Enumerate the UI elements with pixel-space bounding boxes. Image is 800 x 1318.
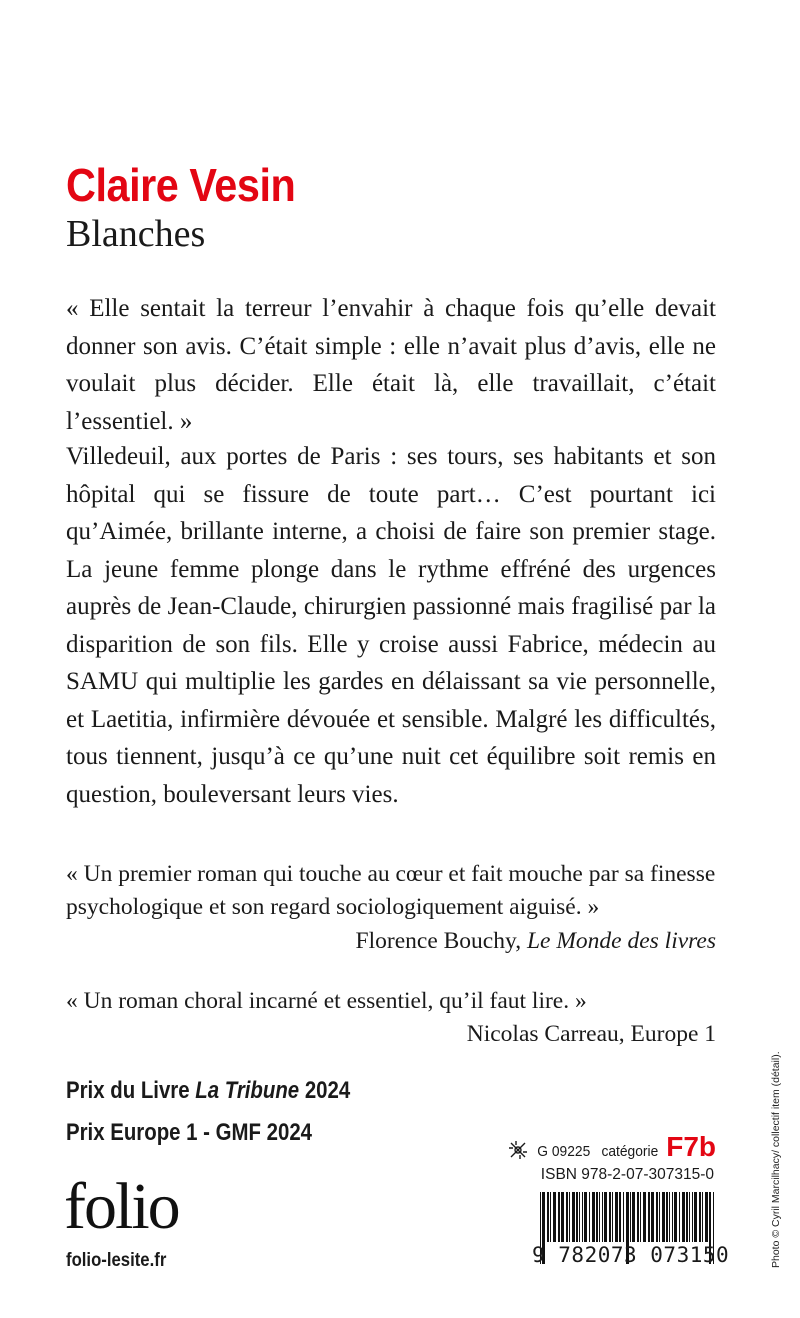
prize-1-prefix: Prix du Livre (66, 1077, 196, 1104)
barcode-bar (558, 1192, 560, 1242)
barcode-bar (615, 1192, 618, 1242)
catalog-code: G 09225 (537, 1143, 591, 1160)
book-summary: Villedeuil, aux portes de Paris : ses tours, ses habitants et son hôpital qui se fissure de toute part… C’est pourtant ici qu’Aimée, brillante interne, a choisi de faire son premier stage. La jeune femme plonge dans le rythme effréné des urgences auprès de Jean-Claude, chirurgien passionné mais fragilisé par la disparition de son fils. Elle y croise aussi Fabrice, médecin au SAMU qui multiplie les gardes en délaissant sa vie personnelle, et Laetitia, infirmière dévouée et sensible. Malgré les difficultés, tous tiennent, jusqu’à ce qu’une nuit cet équilibre soit remis en question, bouleversant leurs vies. (66, 443, 716, 808)
review-source-2-name: Nicolas Carreau, Europe 1 (466, 1021, 716, 1047)
barcode-bar (561, 1192, 564, 1242)
barcode-bar (609, 1192, 611, 1242)
catalog-row (507, 1131, 716, 1161)
barcode-bar (589, 1192, 590, 1242)
barcode-bar (679, 1192, 680, 1242)
barcode-bar (637, 1192, 639, 1242)
barcode-bar (599, 1192, 600, 1242)
book-title: Blanches (66, 213, 206, 255)
prize-1-suffix: 2024 (299, 1077, 351, 1104)
review-source-2 (66, 1018, 716, 1051)
category-code: F7b (666, 1131, 716, 1162)
review-quote-2: « Un roman choral incarné et essentiel, qu’il faut lire. » (66, 988, 587, 1014)
barcode-bar (669, 1192, 670, 1242)
barcode-bar (630, 1192, 631, 1242)
barcode-bar (651, 1192, 654, 1242)
prize-1-emph: La Tribune (195, 1077, 300, 1104)
gallimard-pa-icon (507, 1139, 529, 1161)
barcode-bar (576, 1192, 578, 1242)
review-source-1-name: Florence Bouchy, (355, 928, 527, 954)
barcode-digits: 9 782073 073150 (532, 1243, 730, 1267)
barcode-bar (689, 1192, 690, 1242)
barcode-bar (566, 1192, 568, 1242)
barcode-bar (612, 1192, 613, 1242)
isbn: ISBN 978-2-07-307315-0 (540, 1166, 714, 1183)
category-label: catégorie (600, 1143, 658, 1160)
review-quote-1: « Un premier roman qui touche au cœur et fait mouche par sa finesse psychologique et son regard sociologiquement aiguisé. » (66, 861, 716, 920)
prize-1 (66, 1077, 350, 1105)
author-name: Claire Vesin (66, 159, 296, 211)
barcode-bar (602, 1192, 603, 1242)
barcode-bar (682, 1192, 685, 1242)
barcode-bar (699, 1192, 701, 1242)
barcode-bar (640, 1192, 641, 1242)
publisher-website: folio-lesite.fr (66, 1250, 167, 1271)
barcode-bar (579, 1192, 580, 1242)
barcode-bar (632, 1192, 635, 1242)
photo-credit: Photo © Cyril Marcilhacy/ collectif item (détail). (770, 1051, 782, 1268)
barcode-bar (572, 1192, 575, 1242)
barcode-bar (692, 1192, 693, 1242)
prize-2-prefix: Prix Europe 1 - GMF 2024 (66, 1119, 313, 1146)
barcode-bar (672, 1192, 673, 1242)
review-source-1-publication: Le Monde des livres (526, 928, 716, 954)
barcode-bar (553, 1192, 556, 1242)
review-source-1 (66, 925, 716, 958)
barcode-bar (659, 1192, 660, 1242)
prize-2 (66, 1119, 312, 1147)
barcode-bar (604, 1192, 607, 1242)
barcode-bar (582, 1192, 583, 1242)
barcode-bar (592, 1192, 595, 1242)
barcode-bar (662, 1192, 665, 1242)
barcode-bar (596, 1192, 598, 1242)
barcode-bar (619, 1192, 621, 1242)
barcode-bar (643, 1192, 646, 1242)
barcode-bar (656, 1192, 658, 1242)
barcode-bar (547, 1192, 549, 1242)
barcode-bar (705, 1192, 708, 1242)
barcode-bar (569, 1192, 570, 1242)
barcode-bar (686, 1192, 688, 1242)
barcode-bar (694, 1192, 697, 1242)
barcode-bar (674, 1192, 677, 1242)
barcode-bar (584, 1192, 587, 1242)
barcode-bar (623, 1192, 624, 1242)
barcode-bar (666, 1192, 668, 1242)
excerpt-quote: « Elle sentait la terreur l’envahir à chaque fois qu’elle devait donner son avis. C’était simple : elle n’avait plus d’avis, elle ne voulait plus décider. Elle était là, elle travaillait, c’était l’essentiel. » (66, 295, 716, 435)
barcode-bar (550, 1192, 551, 1242)
folio-logo: folio (64, 1170, 179, 1243)
barcode-bar (702, 1192, 703, 1242)
barcode-bar (648, 1192, 650, 1242)
